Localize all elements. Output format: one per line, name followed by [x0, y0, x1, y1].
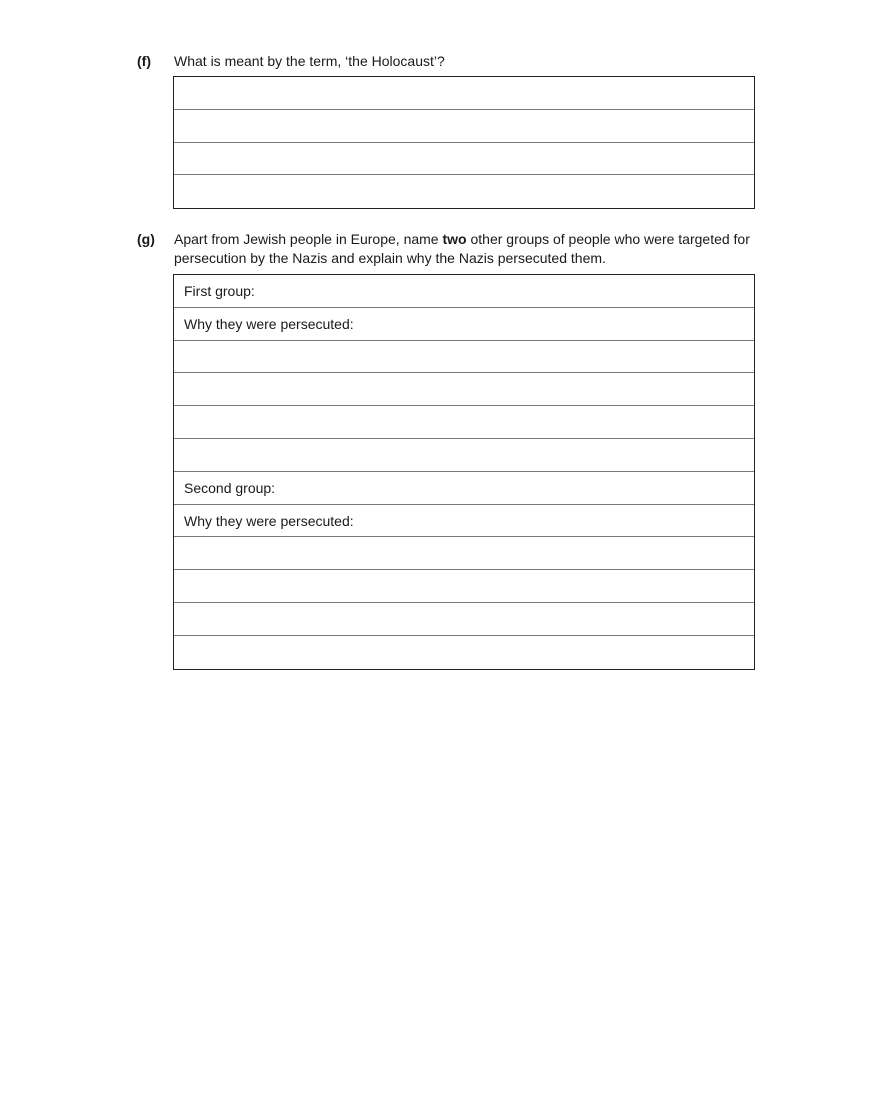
question-g-answer-box[interactable] — [173, 274, 755, 670]
first-group-label-line[interactable]: First group: — [174, 275, 754, 308]
answer-line[interactable] — [174, 636, 754, 669]
question-f-answer-box[interactable] — [173, 76, 755, 209]
answer-line[interactable] — [174, 537, 754, 570]
question-g-text — [174, 230, 764, 267]
second-group-label-line[interactable]: Second group: — [174, 472, 754, 505]
question-g-text-part2: other groups of people who were targeted for persecution by the Nazis and explain why the Nazis persecuted them. — [174, 231, 750, 266]
answer-line[interactable] — [174, 143, 754, 176]
answer-line[interactable] — [174, 77, 754, 110]
question-g-label: (g) — [137, 231, 155, 247]
question-f-text: What is meant by the term, ‘the Holocaust’? — [174, 53, 445, 69]
question-f-label: (f) — [137, 53, 151, 69]
answer-line[interactable] — [174, 175, 754, 208]
answer-line[interactable] — [174, 570, 754, 603]
first-group-reason-label-line[interactable]: Why they were persecuted: — [174, 308, 754, 341]
second-group-reason-label-line[interactable]: Why they were persecuted: — [174, 505, 754, 538]
answer-line[interactable] — [174, 603, 754, 636]
question-g-text-bold: two — [442, 231, 467, 247]
answer-line[interactable] — [174, 406, 754, 439]
answer-line[interactable] — [174, 110, 754, 143]
answer-line[interactable] — [174, 341, 754, 374]
question-g-text-part1: Apart from Jewish people in Europe, name — [174, 231, 443, 247]
answer-line[interactable] — [174, 373, 754, 406]
answer-line[interactable] — [174, 439, 754, 472]
